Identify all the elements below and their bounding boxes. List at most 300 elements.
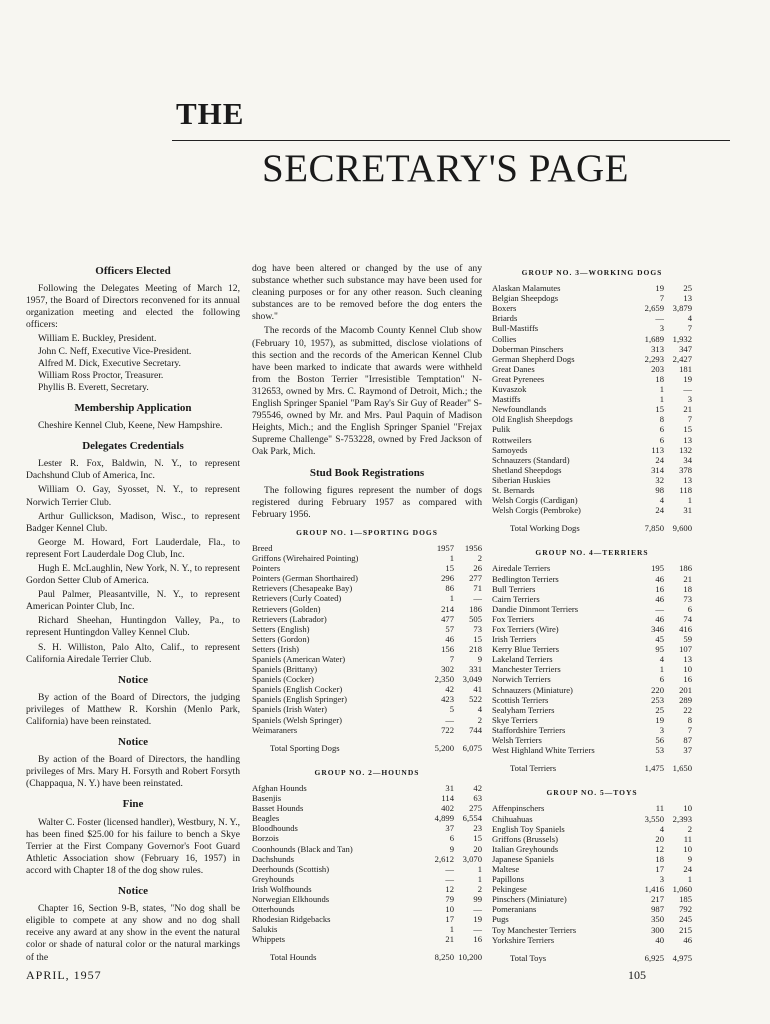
studbook-heading: Stud Book Registrations: [309, 466, 425, 479]
breed-name: Pekingese: [492, 884, 527, 895]
count-1957: 313: [651, 343, 664, 354]
breed-name: Great Danes: [492, 363, 535, 374]
count-1956: 26: [473, 563, 482, 574]
total-label: Total Terriers: [510, 763, 557, 774]
count-1957: 300: [651, 924, 664, 935]
breed-name: Setters (English): [252, 623, 310, 634]
count-1957: 217: [651, 894, 664, 905]
credential-item: Richard Sheehan, Huntingdon Valley, Pa., to represent Huntingdon Valley Kennel Club.: [26, 615, 240, 639]
table-row: [492, 334, 692, 344]
table-row: [252, 904, 482, 914]
breed-name: Staffordshire Terriers: [492, 724, 566, 735]
count-1957: 18: [655, 373, 664, 384]
table-row: [492, 685, 692, 695]
total-label: Total Hounds: [270, 952, 317, 963]
table-row: [492, 283, 692, 293]
count-1957: 15: [445, 563, 454, 574]
count-1956: 505: [469, 613, 482, 624]
count-1957: 46: [655, 593, 664, 604]
breed-name: Pomeranians: [492, 904, 537, 915]
breed-name: Afghan Hounds: [252, 782, 307, 793]
count-1957: 46: [445, 633, 454, 644]
count-1956: 18: [683, 583, 692, 594]
page-number: 105: [628, 968, 646, 982]
table-row: [252, 803, 482, 813]
count-1956: 186: [679, 563, 692, 574]
count-1956: 7: [687, 323, 692, 334]
count-1957: 19: [655, 714, 664, 725]
count-1957: 2,612: [434, 853, 454, 864]
membership-heading: Membership Application: [74, 401, 192, 414]
count-1957: 21: [445, 934, 454, 945]
count-1957: 1,416: [644, 884, 664, 895]
count-1957: 12: [445, 883, 454, 894]
breed-name: Kuvaszok: [492, 384, 527, 395]
count-1957: 6: [659, 424, 664, 435]
table-row: [492, 404, 692, 414]
table-row: [492, 634, 692, 644]
count-1957: 987: [651, 904, 664, 915]
count-1956: 2,427: [672, 353, 692, 364]
hounds-table: [252, 783, 482, 945]
table-row: [492, 374, 692, 384]
count-1956: 13: [683, 654, 692, 665]
count-1956: 3,049: [462, 674, 482, 685]
breed-name: Retrievers (Golden): [252, 603, 321, 614]
count-1956: 21: [683, 404, 692, 415]
table-row: [492, 563, 692, 573]
count-1957: 24: [655, 454, 664, 465]
count-1956: 74: [683, 613, 692, 624]
count-1956: 37: [683, 745, 692, 756]
table-row: [492, 745, 692, 755]
count-1956: 19: [683, 373, 692, 384]
table-row: [252, 684, 482, 694]
breed-name: Bull-Mastiffs: [492, 323, 539, 334]
breed-name: Borzois: [252, 833, 279, 844]
breed-name: Welsh Corgis (Pembroke): [492, 505, 581, 516]
notice-heading: Notice: [118, 885, 148, 898]
notice-text: By action of the Board of Directors, the judging privileges of Matthew R. Korshin (Menlo Park, California) have been reinstated.: [26, 691, 240, 727]
count-1956: 34: [683, 454, 692, 465]
count-1956: 347: [679, 343, 692, 354]
breed-name: West Highland White Terriers: [492, 745, 595, 756]
table-row: [492, 303, 692, 313]
credential-item: Arthur Gullickson, Madison, Wisc., to represent Badger Kennel Club.: [26, 510, 240, 534]
count-1957: 79: [445, 893, 454, 904]
count-1957: 25: [655, 704, 664, 715]
table-row: [252, 854, 482, 864]
table-row: [492, 725, 692, 735]
table-row: [492, 715, 692, 725]
count-1957: 350: [651, 914, 664, 925]
breed-name: Welsh Terriers: [492, 735, 542, 746]
count-1957: 19: [655, 283, 664, 294]
column-left: [26, 263, 240, 966]
breed-name: Toy Manchester Terriers: [492, 924, 577, 935]
breed-name: Japanese Spaniels: [492, 853, 554, 864]
count-1957: 57: [445, 623, 454, 634]
group-total-row: [492, 763, 692, 773]
breed-name: Irish Terriers: [492, 634, 537, 645]
table-row: [492, 344, 692, 354]
table-row: [252, 664, 482, 674]
breed-name: Dandie Dinmont Terriers: [492, 603, 579, 614]
group-heading: GROUP NO. 5—TOYS: [546, 788, 638, 798]
breed-name: Setters (Irish): [252, 643, 300, 654]
table-row: [492, 644, 692, 654]
count-1956: 289: [679, 694, 692, 705]
breed-name: Skye Terriers: [492, 714, 538, 725]
breed-name: Old English Sheepdogs: [492, 414, 573, 425]
count-1956: 2: [477, 714, 482, 725]
count-1957: 6: [659, 434, 664, 445]
count-1957: 2,659: [644, 303, 664, 314]
breed-name: Weimaraners: [252, 724, 298, 735]
table-row: [492, 485, 692, 495]
notice-text: By action of the Board of Directors, the handling privileges of Mrs. Mary H. Forsyth and Robert Forsyth (Chappaqua, N. Y.) have been reinstated.: [26, 754, 240, 790]
count-1957: 53: [655, 745, 664, 756]
table-row: [492, 695, 692, 705]
count-1956: 71: [473, 583, 482, 594]
group-heading: GROUP NO. 3—WORKING DOGS: [521, 268, 663, 277]
count-1957: 7: [449, 654, 454, 664]
count-1957: 1: [449, 553, 454, 564]
table-row: [492, 674, 692, 684]
table-row: [252, 793, 482, 803]
table-row: [252, 634, 482, 644]
table-row: [252, 614, 482, 624]
table-row: [492, 323, 692, 333]
table-row: [492, 834, 692, 844]
breed-name: Schnauzers (Miniature): [492, 684, 573, 695]
count-1956: 186: [469, 603, 482, 614]
count-1956: 23: [473, 823, 482, 834]
table-row: [252, 894, 482, 904]
count-1956: 2: [477, 883, 482, 894]
breed-name: Retrievers (Curly Coated): [252, 593, 342, 604]
count-1956: 16: [683, 674, 692, 685]
count-1957: 402: [441, 803, 454, 814]
breed-name: Spaniels (English Cocker): [252, 684, 343, 695]
breed-name: Whippets: [252, 934, 285, 945]
table-row: [252, 704, 482, 714]
table-row: [492, 803, 692, 813]
table-row: [252, 604, 482, 614]
officer-name: Phyllis B. Everett, Secretary.: [38, 381, 149, 393]
count-1957: 113: [651, 444, 664, 455]
credential-item: William O. Gay, Syosset, N. Y., to represent Norwich Terrier Club.: [26, 484, 240, 508]
notice-continuation: dog have been altered or changed by the use of any substance whether such substance may have been used for cleaning purposes or for any other reason. Such cleaning substances are to be removed before the dog enters the show.": [252, 263, 482, 323]
breed-name: Spaniels (English Springer): [252, 694, 347, 705]
macomb-records-text: The records of the Macomb County Kennel Club show (February 10, 1957), as submitted, disclose violations of this section and the records of the American Kennel Club have been marked to indicate that awards were withheld from the Boston Terrier "Irresistible Temptation" N-312653, owned by Mrs. C. Raymond of Detroit, Mich.; the English Springer Spaniel "Pam Ray's Sir Guy of Reader" S-795546, owned by Mr. and Mrs. Paul Paquin of Madison Heights, Mich.; and the English Springer Spaniel "Frejax Supreme Challenge" S-753228, owned by Fred Jackson of Oak Park, Mich.: [252, 325, 482, 458]
count-1957: —: [445, 873, 454, 884]
breed-name: Shetland Sheepdogs: [492, 464, 562, 475]
breed-name: Spaniels (Irish Water): [252, 704, 328, 715]
notice-text: Chapter 16, Section 9-B, states, "No dog shall be eligible to compete at any show and no dog shall receive any award at any show in the event the natural color or shade of natural color or the natural markings of the: [26, 903, 240, 963]
count-1957: 1,689: [644, 333, 664, 344]
count-1956: 2: [477, 553, 482, 564]
breed-name: Basset Hounds: [252, 803, 304, 814]
table-row: [252, 654, 482, 664]
count-1957: 253: [651, 694, 664, 705]
breed-name: Norwich Terriers: [492, 674, 551, 685]
group-total-row: [492, 953, 692, 963]
count-1957: 1: [659, 384, 664, 395]
count-1957: —: [445, 863, 454, 874]
count-1957: 6: [659, 674, 664, 685]
credential-item: Hugh E. McLaughlin, New York, N. Y., to represent Gordon Setter Club of America.: [26, 562, 240, 587]
credentials-heading: Delegates Credentials: [82, 440, 184, 453]
count-1956: —: [473, 904, 482, 915]
breed-name: Papillons: [492, 874, 524, 885]
group-heading: GROUP NO. 4—TERRIERS: [535, 548, 649, 558]
count-1956: 13: [683, 474, 692, 485]
breed-name: Greyhounds: [252, 873, 295, 884]
column-middle: [252, 263, 482, 963]
count-1957: 3: [659, 323, 664, 334]
page-title: SECRETARY'S PAGE: [262, 147, 629, 190]
breed-name: Irish Wolfhounds: [252, 883, 312, 894]
breed-name: Alaskan Malamutes: [492, 283, 561, 294]
column-right: [492, 263, 692, 963]
breed-name: English Toy Spaniels: [492, 823, 565, 834]
table-row: [492, 925, 692, 935]
count-1956: 378: [679, 464, 692, 475]
table-row: [492, 884, 692, 894]
count-1956: 24: [683, 863, 692, 874]
year-1956-header: 1956: [464, 542, 482, 553]
table-row: [492, 574, 692, 584]
breed-name: Rottweilers: [492, 434, 532, 445]
total-1956: 9,600: [672, 523, 692, 534]
breed-name: Briards: [492, 313, 518, 324]
notice-heading: Notice: [118, 673, 148, 686]
count-1956: 19: [473, 914, 482, 925]
count-1956: 218: [469, 643, 482, 654]
breed-name: Spaniels (Brittany): [252, 664, 318, 675]
breed-name: Pinschers (Miniature): [492, 894, 567, 905]
count-1956: 6,554: [462, 813, 482, 824]
count-1957: 1: [659, 664, 664, 675]
count-1956: 9: [687, 853, 692, 864]
count-1957: 4,899: [434, 813, 454, 824]
count-1956: 1,060: [672, 884, 692, 895]
table-row: [252, 624, 482, 634]
count-1956: 25: [683, 283, 692, 294]
table-row: [492, 914, 692, 924]
breed-name: Collies: [492, 333, 517, 344]
breed-name: Griffons (Brussels): [492, 833, 558, 844]
table-row: [492, 424, 692, 434]
table-row: [492, 384, 692, 394]
breed-column-header: Breed: [252, 542, 273, 553]
count-1956: 2: [687, 823, 692, 834]
table-row: [492, 874, 692, 884]
year-1957-header: 1957: [436, 542, 454, 553]
count-1957: 3,550: [644, 813, 664, 824]
sporting-table: [252, 553, 482, 735]
table-row: [492, 354, 692, 364]
total-1956: 10,200: [458, 952, 482, 963]
count-1957: 4: [659, 495, 664, 506]
count-1956: 13: [683, 293, 692, 304]
count-1957: 18: [655, 853, 664, 864]
breed-name: Griffons (Wirehaired Pointing): [252, 553, 359, 564]
count-1956: 21: [683, 573, 692, 584]
table-row: [252, 823, 482, 833]
count-1957: 31: [445, 782, 454, 793]
count-1956: 416: [679, 624, 692, 634]
breed-name: Newfoundlands: [492, 404, 547, 415]
count-1956: 46: [683, 934, 692, 945]
count-1957: 114: [441, 793, 454, 804]
officer-name: William E. Buckley, President.: [38, 333, 157, 345]
count-1957: 1: [449, 924, 454, 935]
table-row: [492, 293, 692, 303]
breed-name: Beagles: [252, 813, 280, 824]
count-1957: 16: [655, 583, 664, 594]
breed-name: Bull Terriers: [492, 583, 536, 594]
count-1957: 220: [651, 684, 664, 695]
breed-name: Rhodesian Ridgebacks: [252, 914, 331, 925]
count-1957: 195: [651, 563, 664, 574]
table-row: [252, 694, 482, 704]
page-title-the: THE: [176, 96, 245, 131]
count-1957: 17: [445, 914, 454, 925]
group-heading: GROUP NO. 2—HOUNDS: [314, 767, 420, 777]
breed-name: Fox Terriers: [492, 613, 534, 624]
table-header: [252, 543, 482, 553]
count-1956: 277: [469, 573, 482, 584]
table-row: [252, 874, 482, 884]
count-1957: 203: [651, 363, 664, 374]
count-1956: 245: [679, 914, 692, 925]
count-1957: 302: [441, 664, 454, 675]
table-row: [492, 394, 692, 404]
credential-item: George M. Howard, Fort Lauderdale, Fla., to represent Fort Lauderdale Dog Club, Inc.: [26, 536, 240, 560]
studbook-text: The following figures represent the number of dogs registered during February 1957 as compared with February 1956.: [252, 484, 482, 520]
count-1956: 215: [679, 924, 692, 935]
count-1956: 99: [473, 893, 482, 904]
table-row: [492, 313, 692, 323]
count-1956: 41: [473, 684, 482, 695]
breed-name: St. Bernards: [492, 484, 535, 495]
count-1956: 16: [473, 934, 482, 945]
breed-name: Pulik: [492, 424, 511, 435]
table-row: [252, 833, 482, 843]
breed-name: Mastiffs: [492, 394, 521, 405]
table-row: [252, 573, 482, 583]
credential-item: Lester R. Fox, Baldwin, N. Y., to represent Dachshund Club of America, Inc.: [26, 458, 240, 482]
count-1956: 13: [683, 434, 692, 445]
breed-name: Welsh Corgis (Cardigan): [492, 495, 578, 506]
count-1956: 7: [687, 414, 692, 425]
breed-name: Pointers (German Shorthaired): [252, 573, 358, 584]
table-row: [492, 414, 692, 424]
group-total-row: [492, 523, 692, 533]
count-1956: 73: [473, 623, 482, 634]
table-row: [252, 593, 482, 603]
fine-text: Walter C. Foster (licensed handler), Westbury, N. Y., has been fined $25.00 for his failure to bench a Skye Terrier at the First Company Governor's Foot Guard Athletic Association show (February 16, 1957) in accord with Chapter 18 of the dog show rules.: [26, 816, 240, 876]
count-1957: 24: [655, 505, 664, 516]
count-1956: 1: [687, 495, 692, 506]
count-1957: 5: [449, 704, 454, 715]
count-1957: 4: [659, 654, 664, 665]
count-1956: 20: [473, 843, 482, 854]
breed-name: Italian Greyhounds: [492, 843, 559, 854]
count-1956: 331: [469, 664, 482, 675]
table-row: [252, 914, 482, 924]
breed-name: Otterhounds: [252, 904, 295, 915]
count-1956: 107: [679, 644, 692, 655]
total-1956: 6,075: [462, 742, 482, 753]
table-row: [492, 604, 692, 614]
count-1957: 346: [651, 624, 664, 634]
count-1957: 42: [445, 684, 454, 695]
table-row: [492, 505, 692, 515]
notice-heading: Notice: [118, 736, 148, 749]
count-1956: 181: [679, 363, 692, 374]
count-1957: 477: [441, 613, 454, 624]
fine-heading: Fine: [122, 798, 144, 811]
table-row: [492, 854, 692, 864]
table-row: [492, 935, 692, 945]
count-1957: —: [445, 714, 454, 725]
count-1957: 2,350: [434, 674, 454, 685]
count-1956: 522: [469, 694, 482, 705]
breed-name: Samoyeds: [492, 444, 528, 455]
breed-name: Doberman Pinschers: [492, 343, 564, 354]
breed-name: Sealyham Terriers: [492, 704, 555, 715]
count-1956: 3,879: [672, 303, 692, 314]
total-1957: 5,200: [434, 742, 454, 753]
count-1957: 156: [441, 643, 454, 654]
officer-name: Alfred M. Dick, Executive Secretary.: [38, 357, 181, 369]
breed-name: Chihuahuas: [492, 813, 533, 824]
total-1956: 1,650: [672, 763, 692, 774]
table-row: [492, 435, 692, 445]
count-1957: 214: [441, 603, 454, 614]
table-row: [252, 583, 482, 593]
table-row: [492, 664, 692, 674]
breed-name: Airedale Terriers: [492, 563, 551, 574]
count-1956: 10: [683, 843, 692, 854]
breed-name: Kerry Blue Terriers: [492, 644, 560, 655]
count-1956: 201: [679, 684, 692, 695]
table-row: [252, 553, 482, 563]
count-1957: 6: [449, 833, 454, 844]
breed-name: Spaniels (Welsh Springer): [252, 714, 343, 725]
group-heading: GROUP NO. 1—SPORTING DOGS: [296, 527, 438, 537]
terriers-table: [492, 563, 692, 755]
group-total-row: [252, 952, 482, 962]
breed-name: Lakeland Terriers: [492, 654, 553, 665]
count-1956: 6: [687, 603, 692, 614]
membership-text: Cheshire Kennel Club, Keene, New Hampshire.: [38, 420, 223, 432]
table-row: [492, 864, 692, 874]
table-row: [492, 624, 692, 634]
breed-name: Yorkshire Terriers: [492, 934, 555, 945]
breed-name: German Shepherd Dogs: [492, 353, 575, 364]
total-1957: 6,925: [644, 952, 664, 963]
table-row: [492, 814, 692, 824]
count-1956: 7: [687, 724, 692, 735]
breed-name: Boxers: [492, 303, 517, 314]
credential-item: S. H. Williston, Palo Alto, Calif., to represent California Airedale Terrier Club.: [26, 641, 240, 665]
table-row: [252, 844, 482, 854]
officers-intro: Following the Delegates Meeting of March 12, 1957, the Board of Directors reconvened for its annual organization meeting and elected the following officers:: [26, 283, 240, 331]
